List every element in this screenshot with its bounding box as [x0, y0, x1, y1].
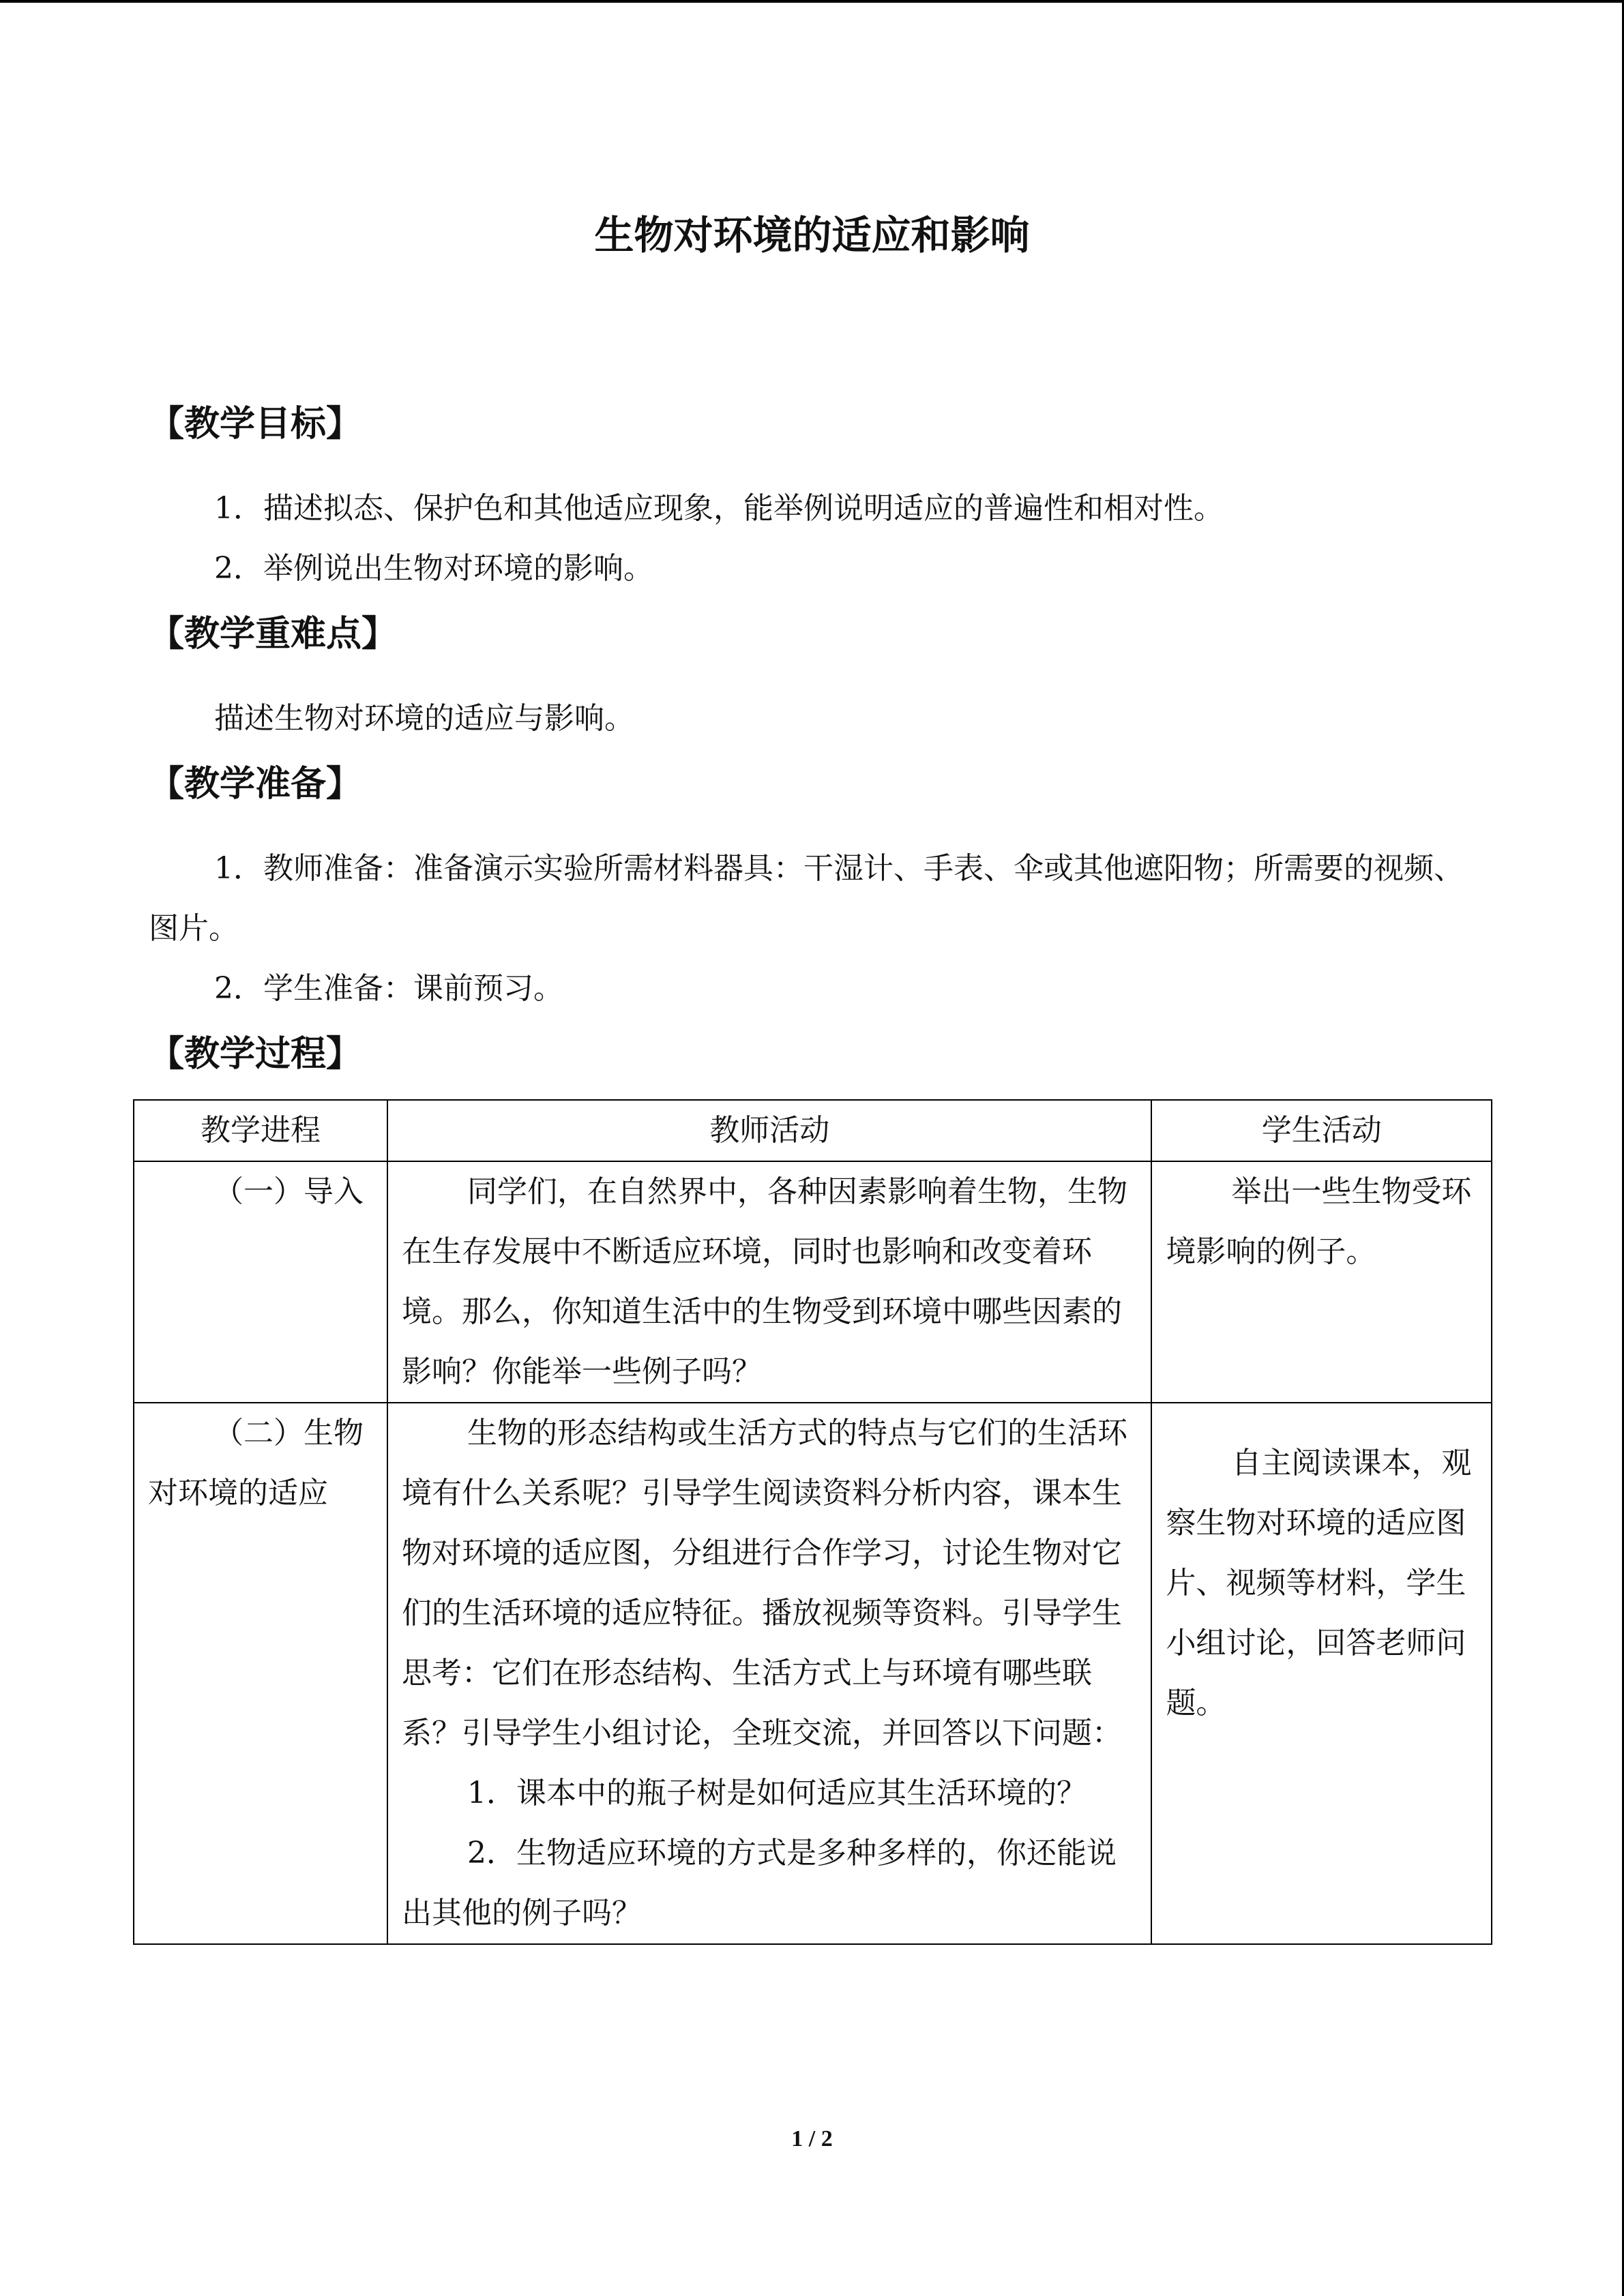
- key-points-text: 描述生物对环境的适应与影响。: [214, 701, 634, 736]
- row-1-teacher-activity: 同学们，在自然界中，各种因素影响着生物，生物在生存发展中不断适应环境，同时也影响和改变着环境。那么，你知道生活中的生物受到环境中哪些因素的影响？你能举一些例子吗？: [387, 1161, 1151, 1403]
- goals-item-1: 1．描述拟态、保护色和其他适应现象，能举例说明适应的普遍性和相对性。: [214, 491, 1224, 526]
- preparation-item-2: 2．学生准备：课前预习。: [214, 971, 563, 1006]
- row-2-question-2: 2．生物适应环境的方式是多种多样的，你还能说出其他的例子吗？: [402, 1836, 1117, 1930]
- document-title: 生物对环境的适应和影响: [594, 212, 1030, 258]
- preparation-heading: 【教学准备】: [149, 764, 362, 805]
- row-2-question-1: 1．课本中的瓶子树是如何适应其生活环境的？: [467, 1776, 1087, 1810]
- table-header-row: [134, 1100, 1492, 1161]
- header-student-activity: 学生活动: [1151, 1100, 1492, 1161]
- key-points-heading: 【教学重难点】: [149, 614, 398, 655]
- table-row: [134, 1403, 1492, 1944]
- goals-heading: 【教学目标】: [149, 404, 362, 445]
- process-heading: 【教学过程】: [149, 1034, 362, 1075]
- row-2-teacher-activity-cell: [387, 1403, 1151, 1944]
- header-teacher-activity: 教师活动: [387, 1100, 1151, 1161]
- row-2-teacher-activity: 生物的形态结构或生活方式的特点与它们的生活环境有什么关系呢？引导学生阅读资料分析内容，课本生物对环境的适应图，分组进行合作学习，讨论生物对它们的生活环境的适应特征。播放视频等资料。引导学生思考：它们在形态结构、生活方式上与环境有哪些联系？引导学生小组讨论，全班交流，并回答以下问题：: [402, 1416, 1128, 1750]
- row-1-stage: （一）导入: [134, 1161, 387, 1403]
- preparation-item-1: 1．教师准备：准备演示实验所需材料器具：干湿计、手表、伞或其他遮阳物；所需要的视频、图片。: [149, 851, 1464, 946]
- page-top-border: [0, 0, 1624, 3]
- page-number: 1 / 2: [791, 2126, 833, 2151]
- row-2-stage: （二）生物对环境的适应: [134, 1403, 387, 1944]
- row-2-student-activity: 自主阅读课本，观察生物对环境的适应图片、视频等材料，学生小组讨论，回答老师问题。: [1151, 1403, 1492, 1944]
- table-row: [134, 1161, 1492, 1403]
- header-stage: 教学进程: [134, 1100, 387, 1161]
- goals-item-2: 2．举例说出生物对环境的影响。: [214, 551, 653, 586]
- teaching-process-table: [133, 1099, 1492, 1945]
- row-1-student-activity: 举出一些生物受环境影响的例子。: [1151, 1161, 1492, 1403]
